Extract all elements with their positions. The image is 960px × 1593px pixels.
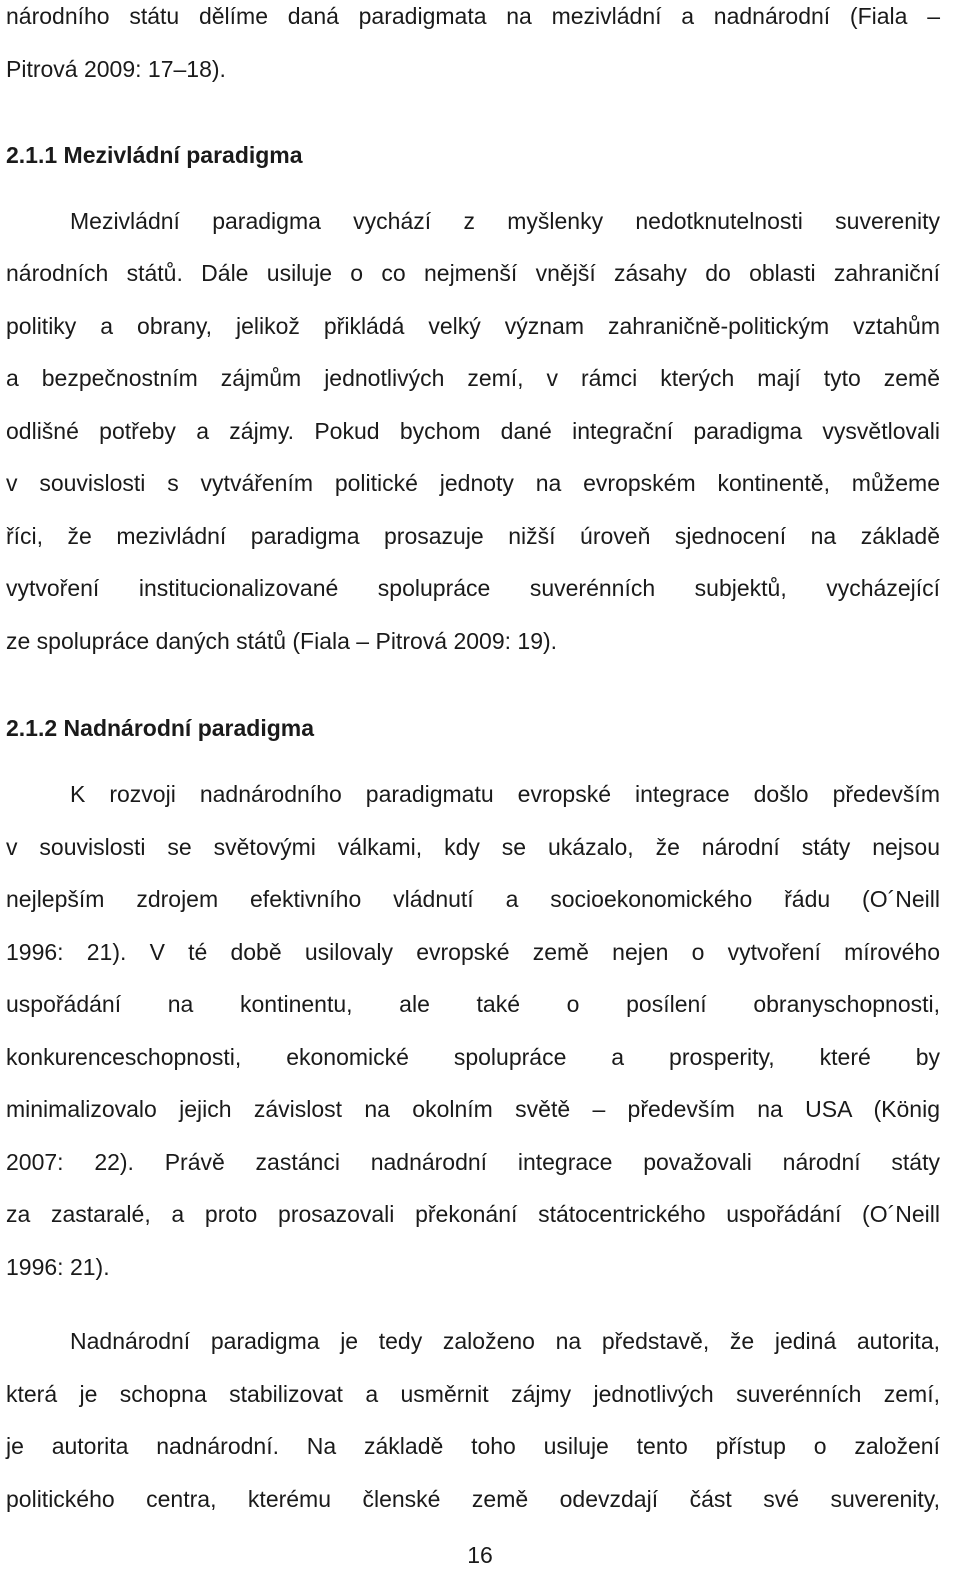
text-line: vytvoření institucionalizované spolupráce suverénních subjektů, vycházející [6, 575, 940, 601]
text-line: politického centra, kterému členské země odevzdají část své suverenity, [6, 1486, 940, 1512]
text-line: a bezpečnostním zájmům jednotlivých zemí, v rámci kterých mají tyto země [6, 365, 940, 391]
section-heading-2-1-1: 2.1.1 Mezivládní paradigma [6, 142, 303, 168]
text-line: která je schopna stabilizovat a usměrnit zájmy jednotlivých suverénních zemí, [6, 1381, 940, 1407]
text-line: národního státu dělíme daná paradigmata na mezivládní a nadnárodní (Fiala – [6, 3, 940, 29]
text-line: v souvislosti s vytvářením politické jednoty na evropském kontinentě, můžeme [6, 470, 940, 496]
text-line: minimalizovalo jejich závislost na okolním světě – především na USA (König [6, 1096, 940, 1122]
text-line: K rozvoji nadnárodního paradigmatu evropské integrace došlo především [70, 781, 940, 807]
text-line: konkurenceschopnosti, ekonomické spolupráce a prosperity, které by [6, 1044, 940, 1070]
text-line: 1996: 21). V té době usilovaly evropské země nejen o vytvoření mírového [6, 939, 940, 965]
text-line: ze spolupráce daných států (Fiala – Pitrová 2009: 19). [6, 628, 558, 654]
text-line: je autorita nadnárodní. Na základě toho usiluje tento přístup o založení [6, 1433, 940, 1459]
section-heading-2-1-2: 2.1.2 Nadnárodní paradigma [6, 715, 315, 741]
text-line: uspořádání na kontinentu, ale také o posílení obranyschopnosti, [6, 991, 940, 1017]
text-line: v souvislosti se světovými válkami, kdy se ukázalo, že národní státy nejsou [6, 834, 940, 860]
text-line: 2007: 22). Právě zastánci nadnárodní integrace považovali národní státy [6, 1149, 940, 1175]
text-line: Nadnárodní paradigma je tedy založeno na představě, že jediná autorita, [70, 1328, 940, 1354]
text-line: Mezivládní paradigma vychází z myšlenky nedotknutelnosti suverenity [70, 208, 940, 234]
text-line: národních států. Dále usiluje o co nejmenší vnější zásahy do oblasti zahraniční [6, 260, 940, 286]
text-line: Pitrová 2009: 17–18). [6, 56, 226, 82]
text-line: říci, že mezivládní paradigma prosazuje nižší úroveň sjednocení na základě [6, 523, 940, 549]
text-line: politiky a obrany, jelikož přikládá velký význam zahraničně-politickým vztahům [6, 313, 940, 339]
page-number: 16 [467, 1542, 493, 1568]
text-line: 1996: 21). [6, 1254, 110, 1280]
text-line: nejlepším zdrojem efektivního vládnutí a socioekonomického řádu (O´Neill [6, 886, 940, 912]
text-line: za zastaralé, a proto prosazovali překonání státocentrického uspořádání (O´Neill [6, 1201, 940, 1227]
text-line: odlišné potřeby a zájmy. Pokud bychom dané integrační paradigma vysvětlovali [6, 418, 940, 444]
